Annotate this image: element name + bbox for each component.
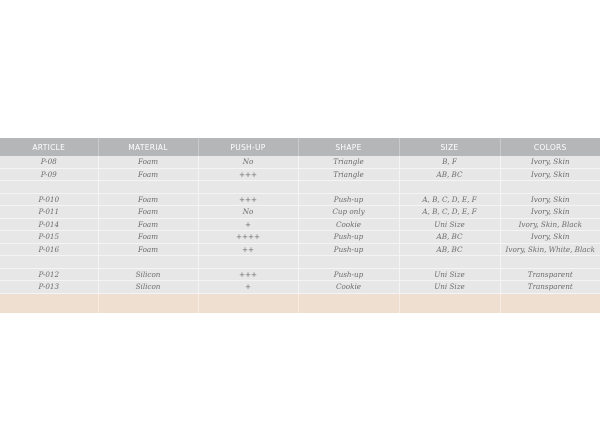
cell-colors (500, 181, 600, 194)
cell-size: B, F (399, 156, 500, 168)
cell-material: Silicon (98, 268, 198, 281)
cell-material: Foam (98, 218, 198, 231)
header-shape: SHAPE (298, 138, 399, 156)
cell-article: P-014 (0, 218, 98, 231)
cell-material: Silicon (98, 281, 198, 294)
cell-material: Foam (98, 193, 198, 206)
header-article: ARTICLE (0, 138, 98, 156)
footer-band-cell (98, 293, 198, 313)
cell-size: Uni Size (399, 281, 500, 294)
header-row (0, 138, 600, 156)
cell-push-up: No (198, 156, 298, 168)
cell-material: Foam (98, 231, 198, 244)
cell-push-up: + (198, 281, 298, 294)
cell-article: P-012 (0, 268, 98, 281)
cell-material (98, 181, 198, 194)
cell-size: Uni Size (399, 268, 500, 281)
cell-article (0, 181, 98, 194)
cell-article: P-011 (0, 206, 98, 219)
cell-colors: Ivory, Skin, White, Black (500, 243, 600, 256)
cell-article: P-016 (0, 243, 98, 256)
cell-size: AB, BC (399, 243, 500, 256)
cell-material (98, 256, 198, 269)
cell-article: P-08 (0, 156, 98, 168)
cell-shape: Cookie (298, 218, 399, 231)
cell-article: P-09 (0, 168, 98, 181)
header-colors: COLORS (500, 138, 600, 156)
cell-push-up: No (198, 206, 298, 219)
footer-band-cell (0, 293, 98, 313)
cell-colors: Ivory, Skin (500, 231, 600, 244)
cell-size (399, 181, 500, 194)
cell-shape: Cup only (298, 206, 399, 219)
cell-colors: Transparent (500, 281, 600, 294)
cell-shape: Push-up (298, 231, 399, 244)
cell-material: Foam (98, 206, 198, 219)
table-body (0, 156, 600, 313)
cell-material: Foam (98, 243, 198, 256)
table-row (0, 156, 600, 168)
table-row (0, 206, 600, 219)
cell-push-up (198, 256, 298, 269)
footer-band-cell (399, 293, 500, 313)
table-header (0, 138, 600, 156)
cell-size: AB, BC (399, 231, 500, 244)
cell-article: P-015 (0, 231, 98, 244)
table-row (0, 193, 600, 206)
cell-article (0, 256, 98, 269)
cell-shape: Push-up (298, 193, 399, 206)
product-table (0, 138, 600, 313)
cell-push-up (198, 181, 298, 194)
cell-size: A, B, C, D, E, F (399, 206, 500, 219)
footer-band-cell (298, 293, 399, 313)
cell-size: Uni Size (399, 218, 500, 231)
header-material: MATERIAL (98, 138, 198, 156)
cell-colors: Ivory, Skin, Black (500, 218, 600, 231)
cell-colors: Ivory, Skin (500, 193, 600, 206)
cell-push-up: + (198, 218, 298, 231)
cell-size (399, 256, 500, 269)
cell-shape (298, 256, 399, 269)
footer-band-row (0, 293, 600, 313)
table-row (0, 231, 600, 244)
table-row (0, 243, 600, 256)
cell-push-up: ++ (198, 243, 298, 256)
cell-shape (298, 181, 399, 194)
cell-size: A, B, C, D, E, F (399, 193, 500, 206)
table-row (0, 281, 600, 294)
cell-shape: Triangle (298, 168, 399, 181)
cell-colors: Ivory, Skin (500, 156, 600, 168)
table-row-spacer (0, 181, 600, 194)
cell-material: Foam (98, 168, 198, 181)
cell-shape: Cookie (298, 281, 399, 294)
cell-shape: Triangle (298, 156, 399, 168)
cell-article: P-013 (0, 281, 98, 294)
cell-push-up: ++++ (198, 231, 298, 244)
cell-colors: Ivory, Skin (500, 168, 600, 181)
footer-band-cell (198, 293, 298, 313)
cell-colors (500, 256, 600, 269)
header-push-up: PUSH-UP (198, 138, 298, 156)
footer-band-cell (500, 293, 600, 313)
cell-push-up: +++ (198, 168, 298, 181)
product-table-container (0, 138, 600, 313)
cell-article: P-010 (0, 193, 98, 206)
table-row (0, 268, 600, 281)
cell-colors: Ivory, Skin (500, 206, 600, 219)
cell-shape: Push-up (298, 243, 399, 256)
cell-push-up: +++ (198, 268, 298, 281)
cell-material: Foam (98, 156, 198, 168)
cell-size: AB, BC (399, 168, 500, 181)
header-size: SIZE (399, 138, 500, 156)
cell-colors: Transparent (500, 268, 600, 281)
table-row (0, 168, 600, 181)
table-row (0, 218, 600, 231)
cell-push-up: +++ (198, 193, 298, 206)
cell-shape: Push-up (298, 268, 399, 281)
table-row-spacer (0, 256, 600, 269)
